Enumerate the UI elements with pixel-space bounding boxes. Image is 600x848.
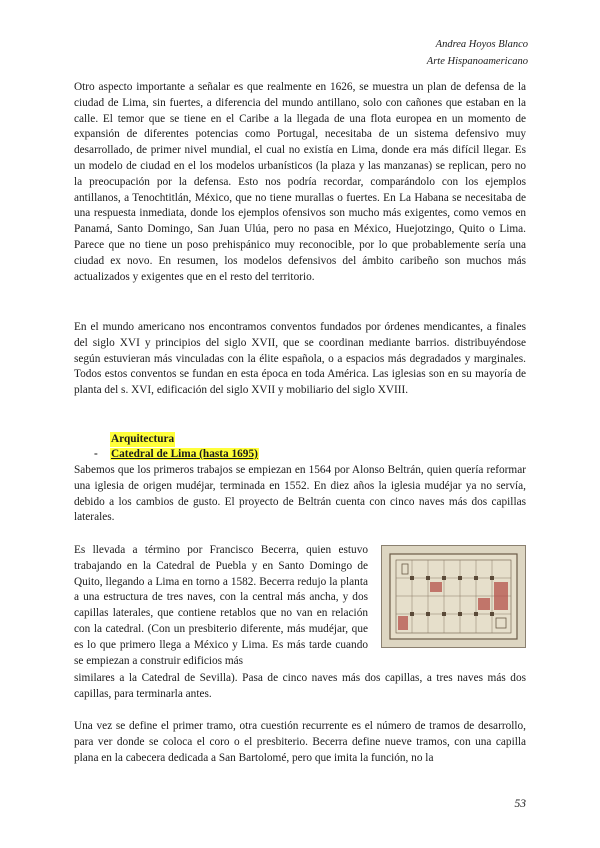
floor-plan-drawing (382, 546, 525, 647)
subsection-heading (94, 447, 259, 462)
list-bullet: - (94, 448, 98, 460)
header-course: Arte Hispanoamericano (426, 56, 528, 67)
section-heading: Arquitectura (111, 433, 175, 445)
paragraph-becerra: Es llevada a término por Francisco Becerra, quien estuvo trabajando en la Catedral de Puebla y en Santo Domingo de Quito, llegando a Lima en torno a 1582. Becerra redujo la planta a una estructura de tres naves, con la central más ancha, y dos capillas laterales, que contiene retablos que no van en relación con la catedral. (Con un presbiterio diferente, más mudéjar, que es lo que primero llega a México y Lima. Es más tarde cuando se empiezan a construir edificios más (74, 544, 368, 667)
subsection-title: Catedral de Lima (hasta 1695) (111, 448, 258, 460)
paragraph-defense-plan: Otro aspecto importante a señalar es que realmente en 1626, se muestra un plan de defensa de la ciudad de Lima, sin fuertes, a diferencia del mundo antillano, solo con cañones que estaban en la calle. El temor que se tiene en el Caribe a la llegada de una flota europea en un momento de expansión de diferentes potencias como Portugal, necesitaba de un sistema defensivo muy desarrollado, de primer nivel mundial, el cual no existía en Lima, donde era más difícil llegar. Es un modelo de ciudad en el los modelos urbanísticos (la plaza y las manzanas) se replican, pero no la preocupación por la defensa. Esto nos podría recordar, comparándolo con los ejemplos antillanos, a Tenochtitlán, México, que no tiene murallas o fuertes. En La Habana se necesitaba de una respuesta inmediata, donde los ejemplos ofensivos son mucho más exigentes, como vemos en Panamá, Santo Domingo, San Juan Ulúa, pero no pasa en México, Huejotzingo, Quito o Lima. Parece que no tiene un poso prehispánico muy reconocible, por lo que probablemente sería una ciudad ex novo. En resumen, los modelos defensivos del ámbito caribeño son muchos más actualizados y exigentes que en el resto del territorio. (74, 81, 526, 283)
paragraph-convents: En el mundo americano nos encontramos conventos fundados por órdenes mendicantes, a finales del siglo XVI y principios del siglo XVII, que se coordinan mediante barrios. distribuyéndose según estuvieran más vinculadas con la élite española, o a espacios más degradados y marginales. Todos estos conventos se fundan en esta época en toda América. Las iglesias son en su mayoría de planta del s. XVI, edificación del siglo XVII y mobiliario del siglo XVIII. (74, 321, 526, 397)
paragraph-tramos: Una vez se define el primer tramo, otra cuestión recurrente es el número de tramos de desarrollo, para ver donde se coloca el coro o el presbiterio. Becerra define nueve tramos, con una capilla plana en la cabecera dedicada a San Bartolomé, pero que imita la función, no la (74, 720, 526, 764)
paragraph-naves: similares a la Catedral de Sevilla). Pasa de cinco naves más dos capillas, a tres naves más dos capillas, para terminarla antes. (74, 672, 526, 700)
cathedral-floor-plan-image (381, 545, 526, 648)
paragraph-first-works: Sabemos que los primeros trabajos se empiezan en 1564 por Alonso Beltrán, quien quería reformar una iglesia de origen mudéjar, terminada en 1552. En diez años la iglesia mudéjar ya no servía, debido a los cambios de gusto. El proyecto de Beltrán cuenta con cinco naves más dos capillas laterales. (74, 464, 526, 524)
header-author: Andrea Hoyos Blanco (435, 39, 528, 50)
page-number: 53 (514, 798, 526, 810)
page-header (427, 36, 528, 70)
